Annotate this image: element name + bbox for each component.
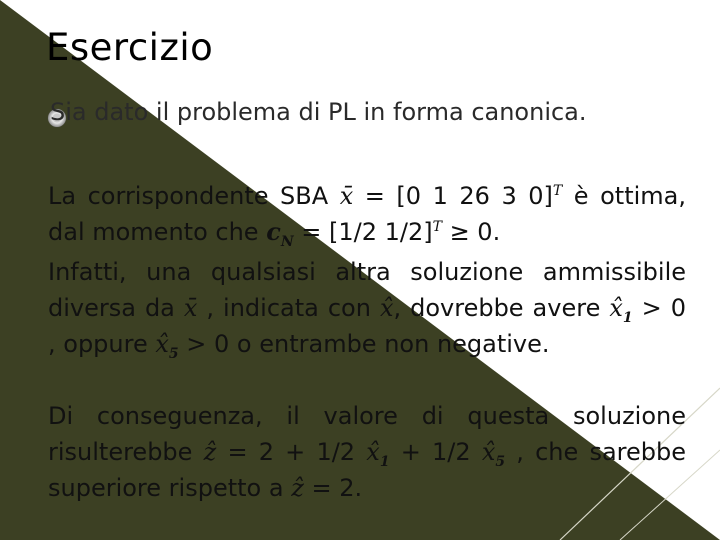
paragraph-objective-value: Di conseguenza, il valore di questa soluzione risulterebbe ẑ = 2 + 1/2 $x̂_1 + 1/2$ $x̂_5$ , che sarebbe superiore rispetto a ẑ = 2. xyxy=(48,402,687,502)
intro-text: Sia dato il problema di PL in forma canonica. xyxy=(50,98,587,126)
paragraph-optimal-solution: La corrispondente SBA x̄ = [0 1 26 3 0]$^T$ è ottima, dal momento che $c_N = [1/2$ 1/2]$^T$ ≥ 0. xyxy=(48,182,686,250)
slide-title: Esercizio xyxy=(46,26,214,69)
paragraph-alternative-solution: Infatti, una qualsiasi altra soluzione ammissibile diversa da x̄ , indicata con x̂, dovrebbe avere $x̂_1 > 0$ , oppure $x̂_5 > 0$ o entrambe non negative. xyxy=(48,258,687,362)
